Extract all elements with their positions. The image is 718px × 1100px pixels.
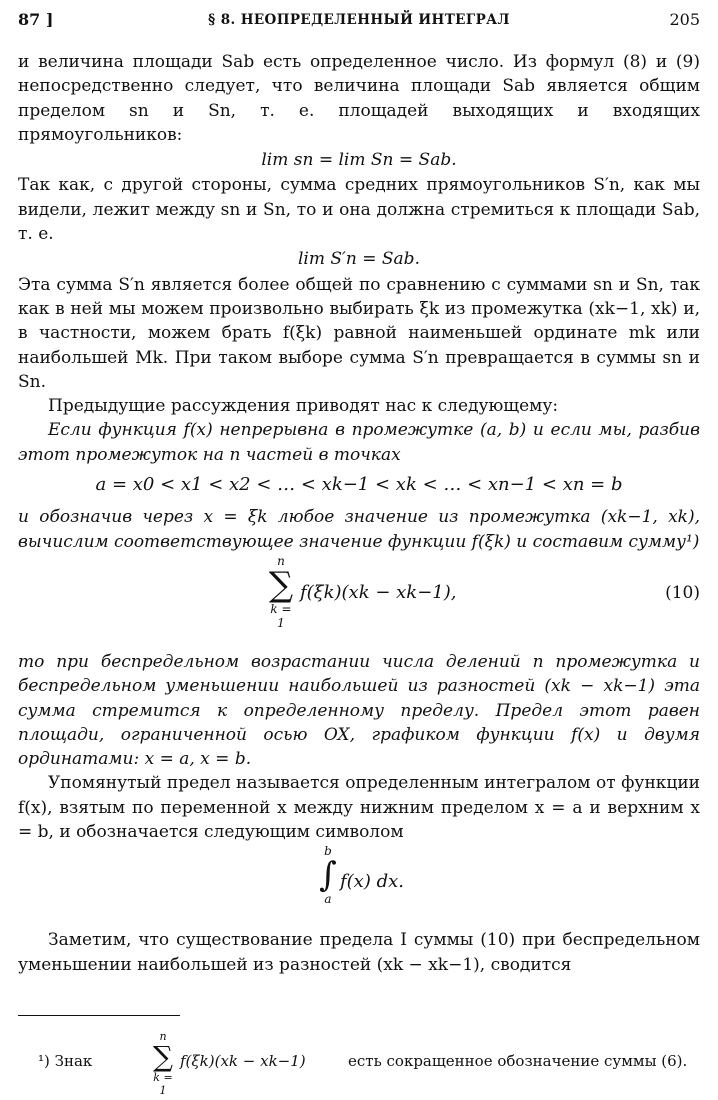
main-text xyxy=(18,50,700,977)
paragraph-2: Так как, с другой стороны, сумма средних прямоугольников S′n, как мы видели, лежит между sn и Sn, то и она должна стремиться к площади Sab, т. е. xyxy=(18,175,700,245)
sigma-block xyxy=(268,554,294,630)
sum-upper-limit: n xyxy=(277,553,285,568)
paragraph-1: и величина площади Sab есть определенное число. Из формул (8) и (9) непосредственно следует, что величина площади Sab является общим пределом sn и Sn, т. е. площадей выходящих и входящих прямоугольников: xyxy=(18,52,700,145)
paragraph-3: Эта сумма S′n является более общей по сравнению с суммами sn и Sn, так как в ней мы можем произвольно выбирать ξk из промежутка (xk−1, xk) и, в частности, можем брать f(ξk) равной наименьшей ординате mk или наибольшей Mk. При таком выборе сумма S′n превращается в суммы sn и Sn. xyxy=(18,274,700,392)
header-left: 87 ] xyxy=(18,10,54,29)
integral-display xyxy=(18,844,700,928)
sum-expression: f(ξk)(xk − xk−1), xyxy=(300,581,457,603)
integral-lower-limit: a xyxy=(324,892,332,907)
footnote-sum-lower: k = 1 xyxy=(153,1071,173,1097)
footnote-text: есть сокращенное обозначение суммы (6). xyxy=(348,1052,688,1070)
theorem-part-3: то при беспредельном возрастании числа делений n промежутка и беспредельном уменьшении наибольшей из разностей (xk − xk−1) эта сумма стремится к определенному пределу. Предел этот равен площади, ограниченной осью OX, графиком функции f(x) и двумя ординатами: x = a, x = b. xyxy=(18,651,700,770)
paragraph-4: Предыдущие рассуждения приводят нас к следующему: xyxy=(48,396,559,417)
theorem-part-1: Если функция f(x) непрерывна в промежутке (a, b) и если мы, разбив этот промежуток на n частей в точках xyxy=(18,420,700,465)
integral-block xyxy=(318,844,338,906)
equation-limit-1: lim sn = lim Sn = Sab. xyxy=(261,150,457,171)
paragraph-5: Упомянутый предел называется определенным интегралом от функции f(x), взятым по переменной x между нижним пределом x = a и верхним x = b, и обозначается следующим символом xyxy=(18,773,700,843)
equation-limit-2: lim S′n = Sab. xyxy=(298,249,420,270)
sum-equation xyxy=(18,554,700,650)
paragraph-6: Заметим, что существование предела I суммы (10) при беспредельном уменьшении наибольшей из разностей (xk − xk−1), сводится xyxy=(18,930,700,975)
page-number: 205 xyxy=(669,10,700,29)
footnote-sum-upper: n xyxy=(159,1030,167,1043)
integral-icon: ∫ xyxy=(319,855,337,896)
sigma-icon: ∑ xyxy=(268,564,294,605)
theorem-part-2: и обозначив через x = ξk любое значение из промежутка (xk−1, xk), вычислим соответствующее значение функции f(ξk) и составим сумму¹) xyxy=(18,507,700,552)
footnote-expression: f(ξk)(xk − xk−1) xyxy=(180,1052,306,1070)
footnote-mark: ¹) Знак xyxy=(38,1052,93,1070)
footnote-sigma-icon: ∑ xyxy=(153,1040,173,1073)
running-header xyxy=(18,10,700,40)
sum-lower-limit: k = 1 xyxy=(270,601,292,630)
footnote-sigma-block xyxy=(150,1030,176,1097)
integral-upper-limit: b xyxy=(324,844,332,859)
equation-number: (10) xyxy=(665,582,700,603)
section-title: § 8. НЕОПРЕДЕЛЕННЫЙ ИНТЕГРАЛ xyxy=(208,12,510,28)
footnote-divider xyxy=(18,1015,180,1016)
integral-expression: f(x) dx. xyxy=(340,871,404,893)
footnote xyxy=(18,1030,700,1097)
partition-chain: a = x0 < x1 < x2 < … < xk−1 < xk < … < xn−1 < xn = b xyxy=(95,474,623,496)
